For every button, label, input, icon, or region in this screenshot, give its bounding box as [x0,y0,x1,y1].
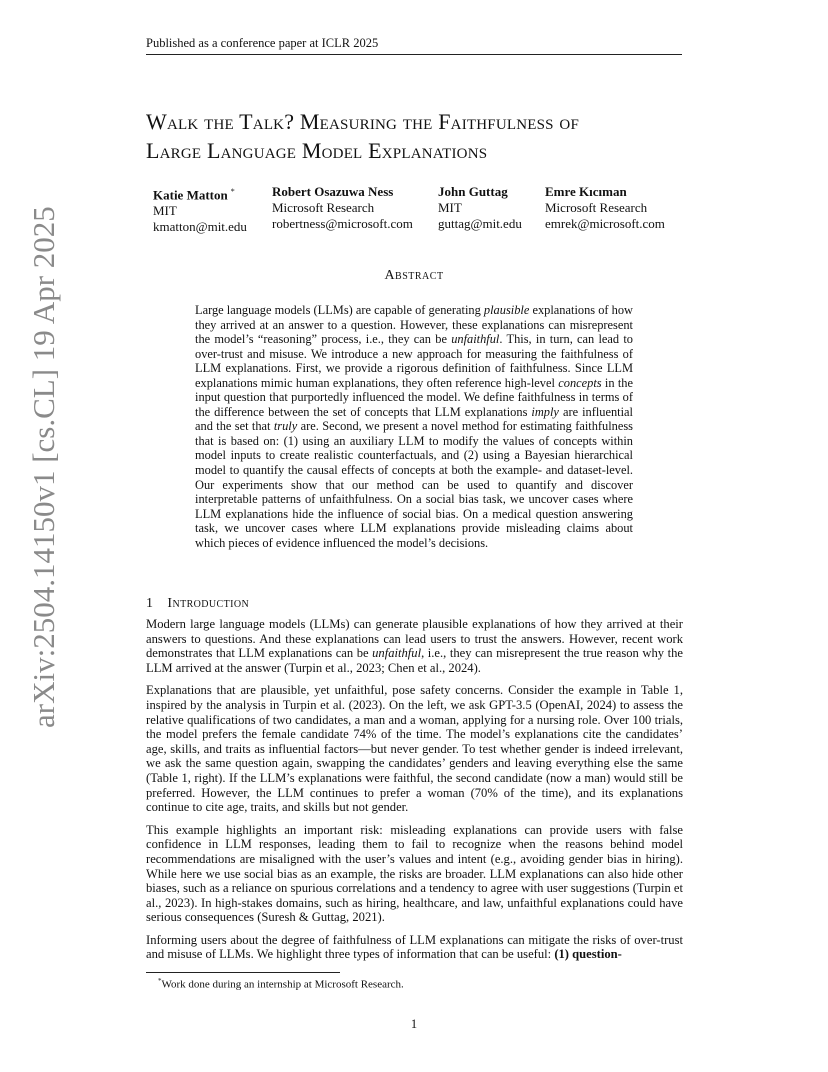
text-emphasis: unfaithful [372,646,422,661]
abstract-emphasis: unfaithful [451,332,500,347]
author-3 [438,184,522,232]
running-header: Published as a conference paper at ICLR 2025 [146,36,682,55]
author-affiliation: Microsoft Research [272,200,375,215]
author-footnote-mark: * [230,187,235,196]
author-email[interactable]: kmatton@mit.edu [153,219,247,235]
abstract-segment: are. Second, we present a novel method for estimating faithfulness that is based on: (1) using an auxiliary LLM to modify the values of concepts within model inputs to create realistic counterfactuals, and (2) using a Bayesian hierarchical model to quantify the causal effects of concepts at both the example- and dataset-level. Our experiments show that our method can be used to quantify and discover interpretable patterns of unfaithfulness. On a social bias task, we uncover cases where LLM explanations hide the influence of social bias. On a medical question answering task, we uncover cases where LLM explanations provide misleading claims about which pieces of evidence influenced the model’s decisions. [195,419,633,550]
abstract-emphasis: plausible [483,303,530,317]
introduction-body [146,617,683,970]
author-affiliation: Microsoft Research [545,200,648,215]
author-4 [545,184,665,232]
paragraph: This example highlights an important risk: misleading explanations can provide users with false confidence in LLM responses, leading them to fail to recognize when the reasons behind model recommendations are misaligned with the user’s values and intent (e.g., avoiding gender bias in hiring). While here we use social bias as an example, the risks are broader. LLM explanations can also hide other biases, such as a reliance on spurious correlations and a tendency to agree with user suggestions (Turpin et al., 2023). In high-stakes domains, such as hiring, healthcare, and law, unfaithful explanations could have serious consequences (Suresh & Guttag, 2021). [146,822,683,925]
author-affiliation: MIT [153,203,177,219]
author-1 [153,184,247,235]
paragraph [146,617,683,675]
author-email[interactable]: guttag@mit.edu [438,216,522,231]
title-line-1: Walk the Talk? Measuring the Faithfulness of [146,109,579,134]
abstract-emphasis: concepts [558,375,602,390]
author-name: Robert Osazuwa Ness [272,184,394,199]
page-number: 1 [410,1017,418,1031]
author-email[interactable]: robertness@microsoft.com [272,216,413,231]
abstract-heading: Abstract [384,268,444,283]
abstract-segment: . This, in turn, can lead to over-trust and misuse. We introduce a new approach for measuring the faithfulness of LLM explanations. First, we provide a rigorous definition of faithfulness. Since LLM explanations mimic human explanations, they often reference high-level [195,332,633,390]
author-name: Katie Matton [153,187,228,203]
footnote-text: Work done during an internship at Microsoft Research. [161,978,404,991]
footnote-divider [146,972,340,973]
text-segment: Informing users about the degree of faithfulness of LLM explanations can mitigate the risks of over-trust and misuse of LLMs. We highlight three types of information that can be useful: [146,932,683,962]
text-bold: (1) question- [554,947,622,962]
author-email[interactable]: emrek@microsoft.com [545,216,665,231]
paragraph [146,933,683,962]
abstract-segment: explanations of how they arrived at an answer to a question. However, these explanations can misrepresent the model’s “reasoning” process, i.e., they can be [195,303,633,347]
abstract-segment: in the input question that purportedly influenced the model. We define faithfulness in terms of the difference between the set of concepts that LLM explanations [195,375,633,419]
abstract-text [195,303,633,550]
abstract-emphasis: truly [273,419,298,434]
abstract-segment: Large language models (LLMs) are capable of generating [195,303,484,317]
abstract-emphasis: imply [531,404,559,419]
paper-title [146,107,706,165]
author-name: John Guttag [438,184,508,199]
section-heading-introduction [146,596,249,612]
arxiv-identifier: arXiv:2504.14150v1 [cs.CL] 19 Apr 2025 [26,206,61,728]
author-affiliation: MIT [438,200,462,215]
section-title: Introduction [167,596,250,611]
footnote-mark: * [158,977,162,985]
paragraph: Explanations that are plausible, yet unfaithful, pose safety concerns. Consider the example in Table 1, inspired by the analysis in Turpin et al. (2023). On the left, we ask GPT-3.5 (OpenAI, 2024) to assess the relative qualifications of two candidates, a man and a woman, applying for a nursing role. Over 100 trials, the model prefers the female candidate 74% of the time. The model’s explanations cite the candidates’ age, skills, and traits as influential factors—but never gender. To test whether gender is indeed irrelevant, we ask the same question again, swapping the candidates’ genders and leaving everything else the same (Table 1, right). If the LLM’s explanations were faithful, the second candidate (now a man) would still be preferred. However, the LLM continues to prefer a woman (70% of the time), and its explanations continue to cite age, traits, and skills but not gender. [146,683,683,815]
section-number: 1 [146,596,154,611]
title-line-2: Large Language Model Explanations [146,138,488,163]
abstract-segment: are influential and the set that [195,404,633,434]
footnote [158,977,404,991]
text-segment: Modern large language models (LLMs) can generate plausible explanations of how they arrived at their answers to questions. And these explanations can lead users to trust the answers. However, recent work demonstrates that LLM explanations can be [146,617,683,661]
text-segment: , i.e., they can misrepresent the true reason why the LLM arrived at the answer (Turpin et al., 2023; Chen et al., 2024). [146,646,683,675]
author-name: Emre Kıcıman [545,184,627,199]
author-2 [272,184,413,232]
